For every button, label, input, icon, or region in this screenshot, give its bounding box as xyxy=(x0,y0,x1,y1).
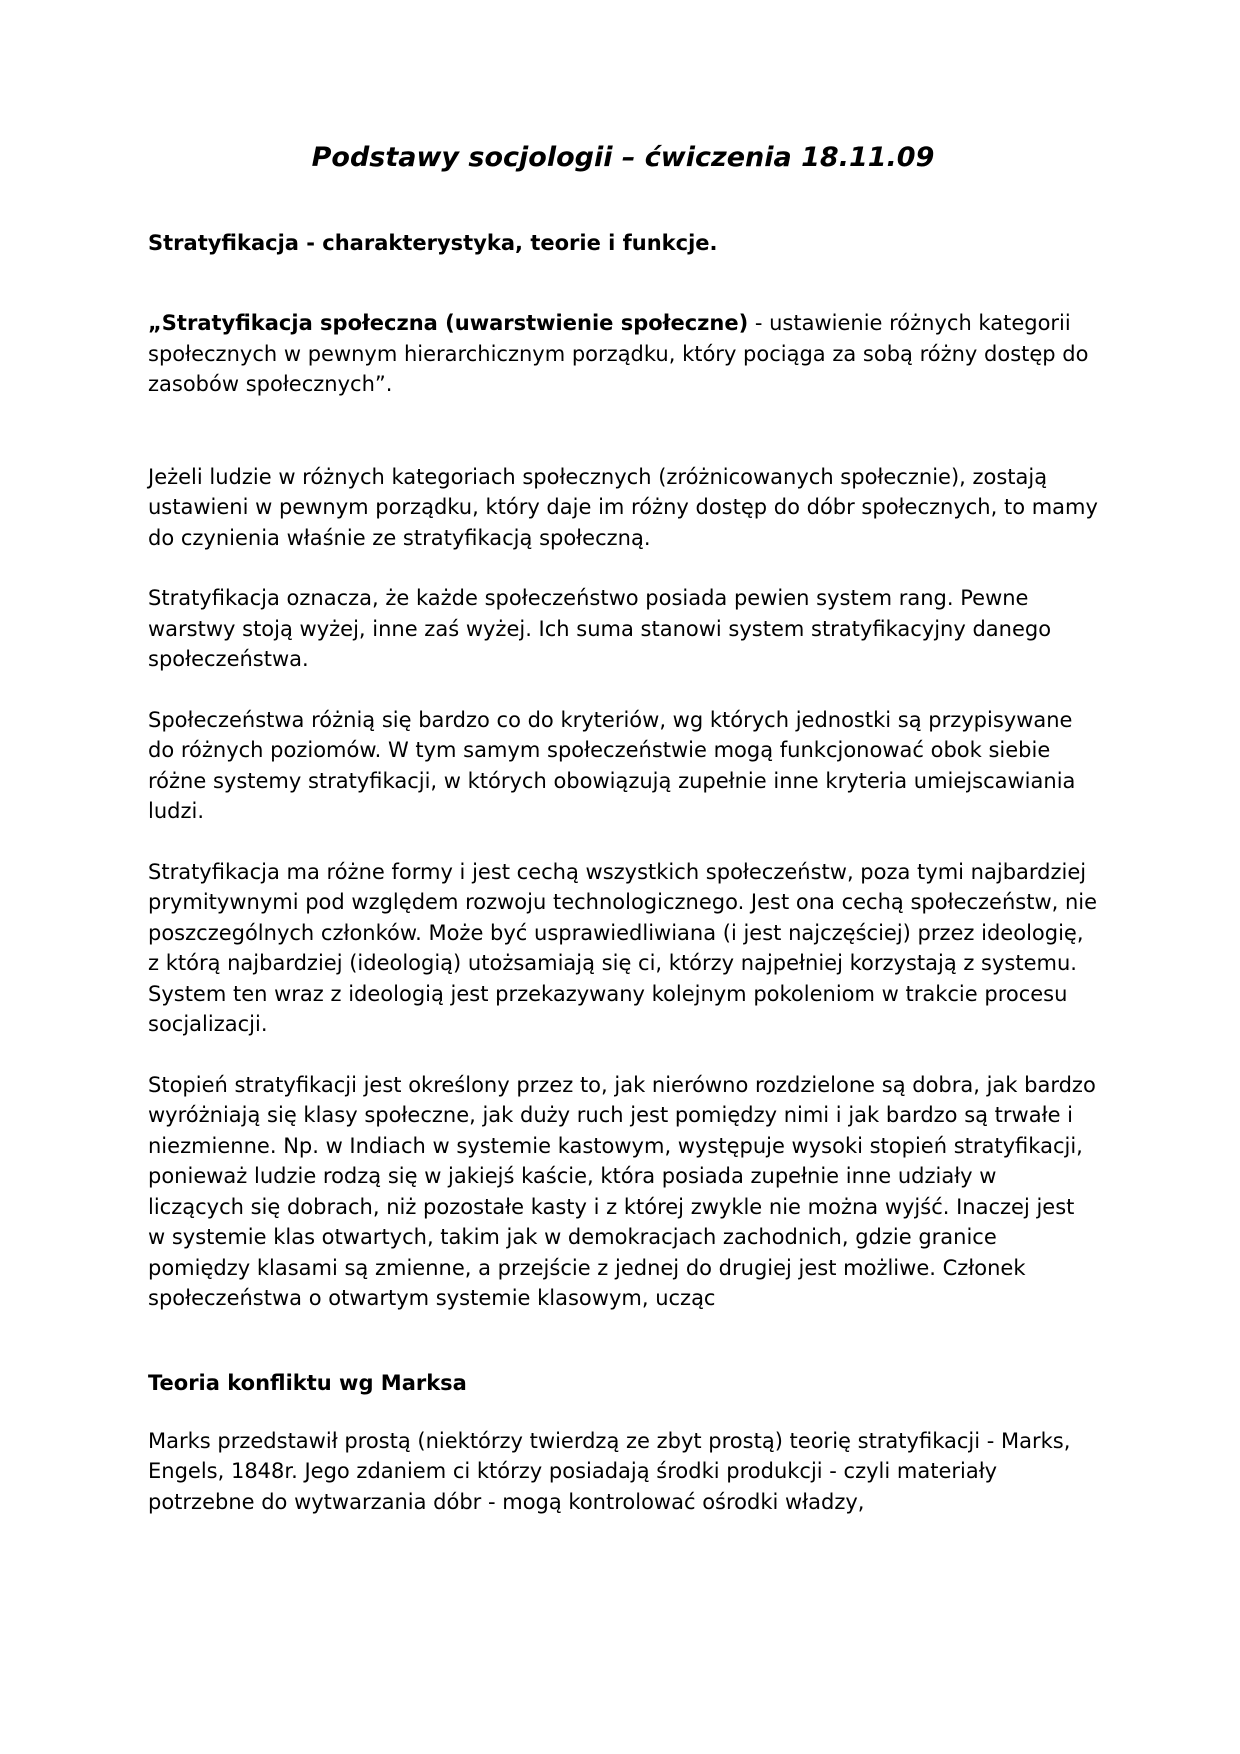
paragraph-5: Stopień stratyfikacji jest określony przez to, jak nierówno rozdzielone są dobra, jak bardzo wyróżniają się klasy społeczne, jak duży ruch jest pomiędzy nimi i jak bardzo są trwałe i niezmienne. Np. w Indiach w systemie kastowym, występuje wysoki stopień stratyfikacji, ponieważ ludzie rodzą się w jakiejś kaście, która posiada zupełnie inne udziały w liczących się dobrach, niż pozostałe kasty i z której zwykle nie można wyjść. Inaczej jest w systemie klas otwartych, takim jak w demokracjach zachodnich, gdzie granice pomiędzy klasami są zmienne, a przejście z jednej do drugiej jest możliwe. Członek społeczeństwa o otwartym systemie klasowym, ucząc xyxy=(148,1072,1096,1310)
paragraph-1: Jeżeli ludzie w różnych kategoriach społecznych (zróżnicowanych społecznie), zostają ustawieni w pewnym porządku, który daje im różny dostęp do dóbr społecznych, to mamy do czynienia właśnie ze stratyfikacją społeczną. xyxy=(148,464,1098,550)
paragraph-marx: Marks przedstawił prostą (niektórzy twierdzą ze zbyt prostą) teorię stratyfikacji - Marks, Engels, 1848r. Jego zdaniem ci którzy posiadają środki produkcji - czyli materiały potrzebne do wytwarzania dóbr - mogą kontrolować ośrodki władzy, xyxy=(148,1428,1071,1514)
section-heading-marx: Teoria konfliktu wg Marksa xyxy=(148,1370,467,1395)
document-content xyxy=(148,140,1098,1517)
definition-text: - ustawienie różnych kategorii społecznych w pewnym hierarchicznym porządku, który pociąga za sobą różny dostęp do zasobów społecznych”. xyxy=(148,311,1089,396)
paragraph-2: Stratyfikacja oznacza, że każde społeczeństwo posiada pewien system rang. Pewne warstwy stoją wyżej, inne zaś wyżej. Ich suma stanowi system stratyfikacyjny danego społeczeństwa. xyxy=(148,586,1052,671)
paragraph-4: Stratyfikacja ma różne formy i jest cechą wszystkich społeczeństw, poza tymi najbardziej prymitywnymi pod względem rozwoju technologicznego. Jest ona cechą społeczeństw, nie poszczególnych członków. Może być usprawiedliwiana (i jest najczęściej) przez ideologię, z którą najbardziej (ideologią) utożsamiają się ci, którzy najpełniej korzystają z systemu. System ten wraz z ideologią jest przekazywany kolejnym pokoleniom w trakcie procesu socjalizacji. xyxy=(148,859,1098,1036)
section-heading-stratification: Stratyfikacja - charakterystyka, teorie i funkcje. xyxy=(148,231,718,255)
paragraph-3: Społeczeństwa różnią się bardzo co do kryteriów, wg których jednostki są przypisywane do różnych poziomów. W tym samym społeczeństwie mogą funkcjonować obok siebie różne systemy stratyfikacji, w których obowiązują zupełnie inne kryteria umiejscawiania ludzi. xyxy=(148,707,1076,823)
document-title: Podstawy socjologii – ćwiczenia 18.11.09 xyxy=(311,142,935,173)
definition-term: „Stratyfikacja społeczna (uwarstwienie społeczne) xyxy=(148,311,749,335)
definition-paragraph xyxy=(148,308,1098,400)
